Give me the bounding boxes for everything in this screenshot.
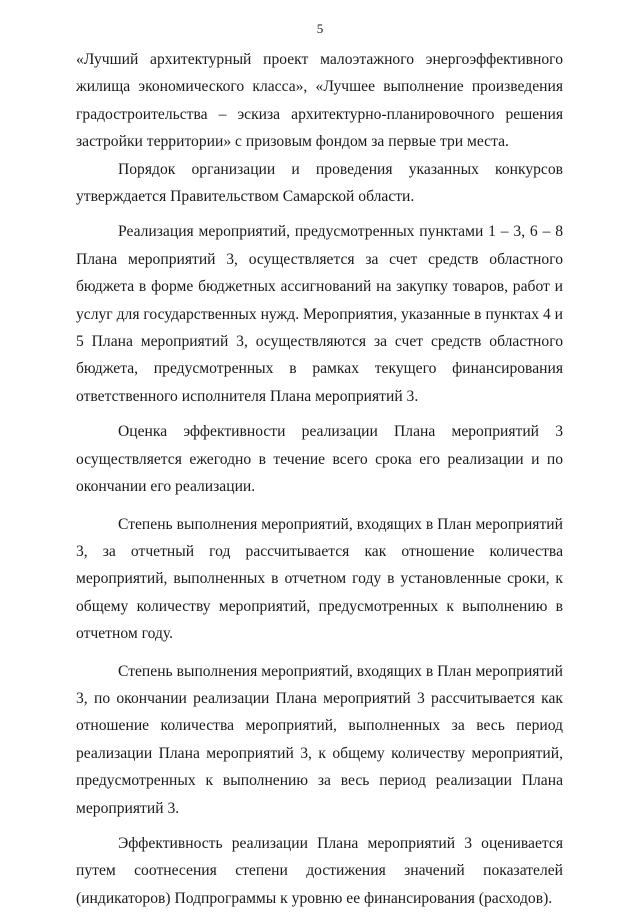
- paragraph-annual-completion-degree: Степень выполнения мероприятий, входящих в План мероприятий 3, за отчетный год рассчитывается как отношение количества мероприятий, выполненных в отчетном году в установленные сроки, к общему количеству мероприятий, предусмотренных к выполнению в отчетном году.: [76, 515, 563, 643]
- paragraph-efficiency-formula: Эффективность реализации Плана мероприятий 3 оценивается путем соотнесения степени достижения значений показателей (индикаторов) Подпрограммы к уровню ее финансирования (расходов).: [76, 834, 563, 907]
- paragraph-contest-names: «Лучший архитектурный проект малоэтажного энергоэффективного жилища экономического класса», «Лучшее выполнение произведения градостроительства – эскиза архитектурно-планировочного решения застройки территории» с призовым фондом за первые три места.: [76, 51, 563, 151]
- paragraph-contest-procedure: Порядок организации и проведения указанных конкурсов утверждается Правительством Самарской области.: [76, 160, 563, 206]
- page-number: 5: [316, 21, 324, 36]
- document-body: [76, 46, 563, 912]
- paragraph-funding: Реализация мероприятий, предусмотренных пунктами 1 – 3, 6 – 8 Плана мероприятий 3, осуществляется за счет средств областного бюджета в форме бюджетных ассигнований на закупку товаров, работ и услуг для государственных нужд. Мероприятия, указанные в пунктах 4 и 5 Плана мероприятий 3, осуществляются за счет средств областного бюджета, предусмотренных в рамках текущего финансирования ответственного исполнителя Плана мероприятий 3.: [76, 223, 563, 405]
- paragraph-total-completion-degree: Степень выполнения мероприятий, входящих в План мероприятий 3, по окончании реализации Плана мероприятий 3 рассчитывается как отношение количества мероприятий, выполненных за весь период реализации Плана мероприятий 3, к общему количеству мероприятий, предусмотренных к выполнению за весь период реализации Плана мероприятий 3.: [76, 662, 563, 817]
- paragraph-efficiency-assessment: Оценка эффективности реализации Плана мероприятий 3 осуществляется ежегодно в течение всего срока его реализации и по окончании его реализации.: [76, 423, 563, 496]
